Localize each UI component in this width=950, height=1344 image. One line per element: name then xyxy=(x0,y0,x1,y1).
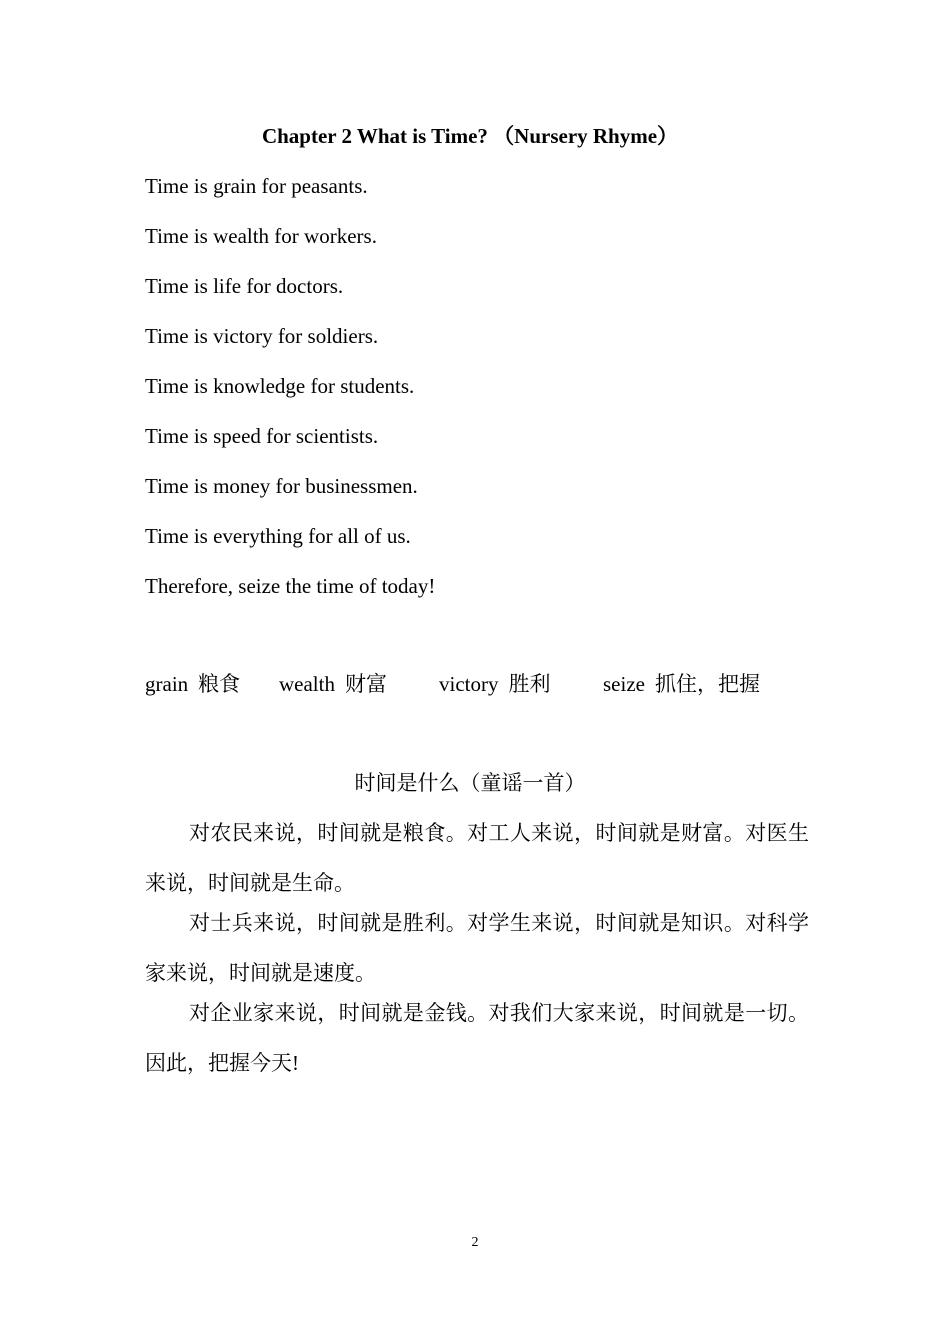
vocabulary-item xyxy=(279,669,387,699)
poem-line: Time is life for doctors. xyxy=(145,274,344,298)
vocabulary-translation: 胜利 xyxy=(508,672,551,696)
poem-line: Time is everything for all of us. xyxy=(145,524,411,548)
chinese-paragraph: 对士兵来说，时间就是胜利。对学生来说，时间就是知识。对科学家来说，时间就是速度。 xyxy=(145,911,809,985)
vocabulary-translation: 抓住，把握 xyxy=(654,672,760,696)
poem-line: Time is knowledge for students. xyxy=(145,374,415,398)
chinese-title: 时间是什么（童谣一首） xyxy=(354,771,586,795)
vocabulary-item xyxy=(145,669,240,699)
chinese-translation xyxy=(145,818,809,1088)
vocabulary-word: grain xyxy=(145,672,189,696)
poem-line: Time is grain for peasants. xyxy=(145,174,368,198)
poem-line: Time is speed for scientists. xyxy=(145,424,379,448)
vocabulary-word: wealth xyxy=(279,672,335,696)
vocabulary-item xyxy=(603,669,760,699)
poem-line: Time is victory for soldiers. xyxy=(145,324,379,348)
poem-line: Therefore, seize the time of today! xyxy=(145,574,436,598)
page-number: 2 xyxy=(471,1235,479,1250)
vocabulary-translation: 财富 xyxy=(344,672,387,696)
english-poem xyxy=(145,171,825,621)
vocabulary-word: seize xyxy=(603,672,645,696)
chinese-paragraph: 对农民来说，时间就是粮食。对工人来说，时间就是财富。对医生来说，时间就是生命。 xyxy=(145,821,809,895)
vocabulary-item xyxy=(439,669,550,699)
poem-line: Time is wealth for workers. xyxy=(145,224,377,248)
chapter-title: Chapter 2 What is Time? （Nursery Rhyme） xyxy=(261,124,679,148)
vocabulary-word: victory xyxy=(439,672,499,696)
poem-line: Time is money for businessmen. xyxy=(145,474,418,498)
vocabulary-translation: 粮食 xyxy=(198,672,241,696)
chinese-paragraph: 对企业家来说，时间就是金钱。对我们大家来说，时间就是一切。因此，把握今天! xyxy=(145,1001,809,1075)
vocabulary-list xyxy=(145,669,825,699)
